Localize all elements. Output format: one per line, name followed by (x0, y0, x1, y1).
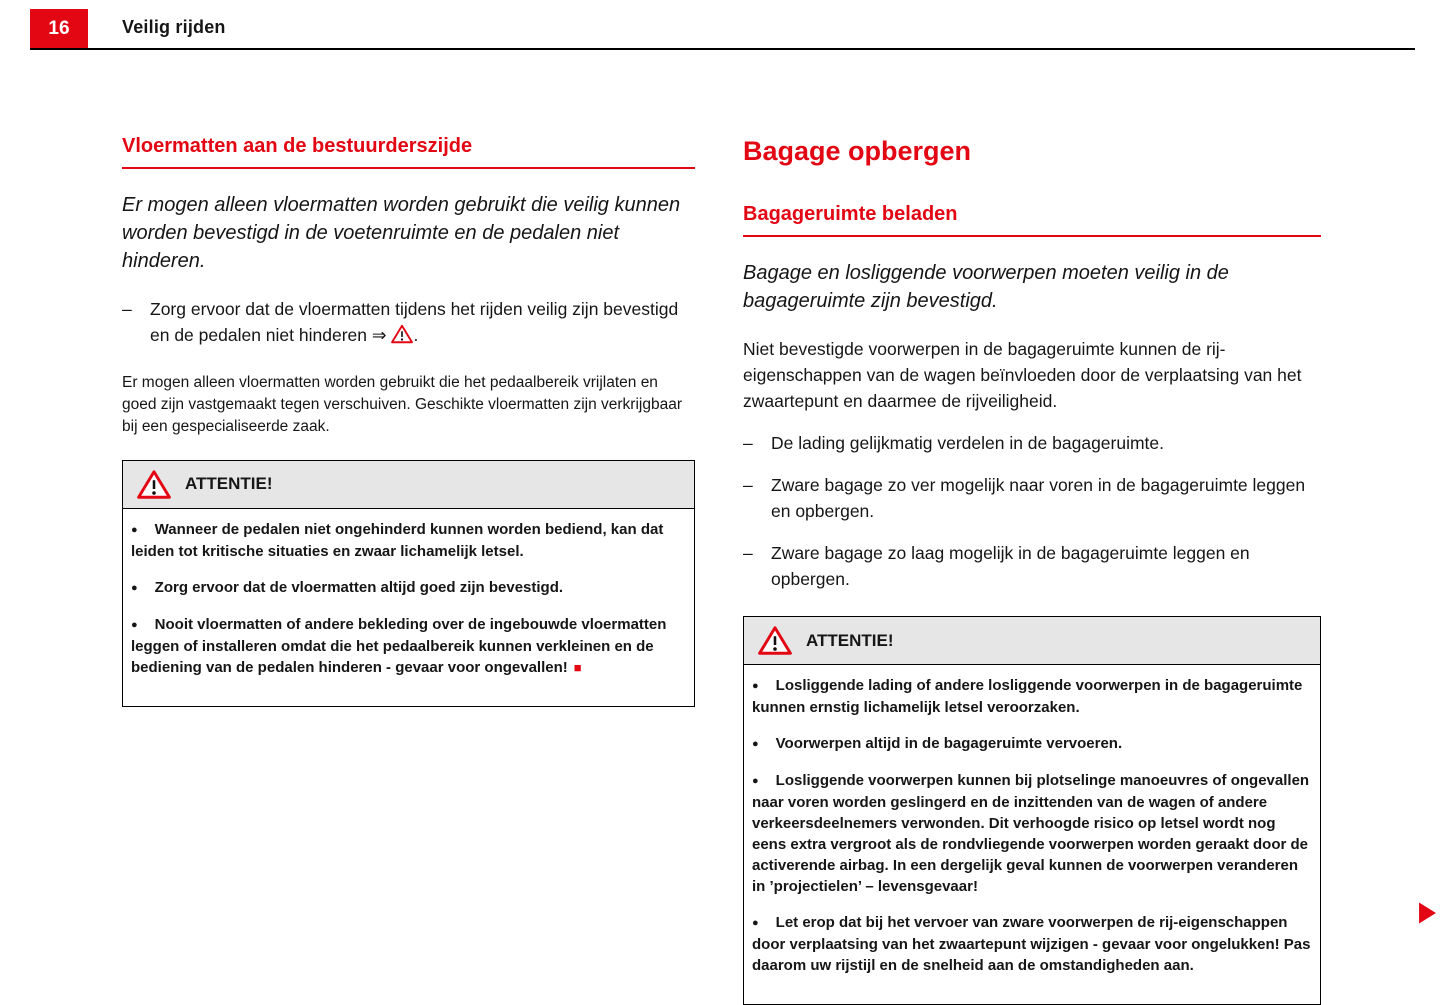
dash-marker: – (743, 475, 753, 496)
dash-marker: – (743, 433, 753, 454)
warning-title: ATTENTIE! (806, 630, 894, 650)
body-paragraph: Er mogen alleen vloermatten worden gebruikt die het pedaalbereik vrijlaten en goed zijn vastgemaakt tegen verschuiven. Geschikte vloermatten zijn verkrijgbaar bij een gespecialiseerde zaak. (122, 373, 682, 435)
warning-item (752, 733, 1312, 755)
warning-item (131, 577, 686, 599)
warning-item (752, 675, 1312, 718)
instruction-text: De lading gelijkmatig verdelen in de bagageruimte. (771, 433, 1165, 454)
section-heading-bagageruimte: Bagageruimte beladen (743, 203, 1321, 237)
instruction-text: Zorg ervoor dat de vloermatten tijdens het rijden veilig zijn bevestigd en de pedalen niet hinderen (150, 298, 679, 345)
dash-marker: – (122, 298, 132, 319)
warning-item-text: Zorg ervoor dat de vloermatten altijd goed zijn bevestigd. (154, 578, 564, 596)
lead-paragraph: Er mogen alleen vloermatten worden gebruikt die veilig kunnen worden bevestigd in de voetenruimte en de pedalen niet hinderen. (122, 193, 681, 272)
bullet-marker: ● (752, 680, 759, 693)
body-paragraph: Niet bevestigde voorwerpen in de bagageruimte kunnen de rij-eigenschappen van de wagen beïnvloeden door de verplaatsing van het zwaartepunt en daarmee de rijveiligheid. (743, 339, 1302, 412)
warning-item (131, 519, 686, 562)
page-continuation-arrow-icon (1418, 901, 1437, 925)
bullet-marker: ● (752, 917, 759, 930)
bullet-marker: ● (131, 523, 138, 536)
instruction-text: Zware bagage zo laag mogelijk in de bagageruimte leggen en opbergen. (771, 543, 1250, 590)
instruction-text-wrap (150, 296, 695, 348)
warning-body (123, 509, 694, 706)
instruction-item (122, 296, 695, 348)
warning-header (123, 461, 694, 509)
chapter-section-heading: Bagage opbergen (743, 136, 972, 167)
bullet-marker: ● (752, 738, 759, 751)
warning-box-vloermatten (122, 460, 695, 707)
warning-body (744, 665, 1320, 1004)
warning-title: ATTENTIE! (185, 474, 273, 494)
warning-item-text: Nooit vloermatten of andere bekleding over de ingebouwde vloermatten leggen of installeren omdat die het pedaalbereik kunnen verkleinen en de bediening van de pedalen hinderen - gevaar voor ongevallen! (131, 615, 667, 676)
warning-header (744, 617, 1320, 665)
instruction-item (743, 430, 1321, 456)
right-column (743, 118, 1321, 1005)
bullet-marker: ● (752, 775, 759, 788)
instruction-item (743, 472, 1321, 524)
page-number-badge (30, 9, 88, 48)
section-end-marker: ■ (573, 659, 582, 675)
warning-item-text: Losliggende voorwerpen kunnen bij plotselinge manoeuvres of ongevallen naar voren worden geslingerd en de inzittenden van de wagen of andere verkeersdeelnemers verwonden. Dit verhoogde risico op letsel wordt nog eens extra vergroot als de rondvliegende voorwerpen worden geraakt door de activerende airbag. In een dergelijk geval kunnen de voorwerpen veranderen in ’projectielen’ – levensgevaar! (752, 772, 1310, 896)
warning-item (752, 912, 1312, 976)
cross-reference-arrow: ⇒ (371, 324, 387, 345)
section-heading-vloermatten: Vloermatten aan de bestuurderszijde (122, 135, 695, 169)
page-number: 16 (48, 17, 70, 39)
warning-box-bagage (743, 616, 1321, 1005)
dash-marker: – (743, 543, 753, 564)
bullet-marker: ● (131, 618, 138, 631)
left-column (122, 118, 695, 707)
instruction-item (743, 540, 1321, 592)
warning-item-text: Let erop dat bij het vervoer van zware voorwerpen de rij-eigenschappen door verplaatsing van het zwaartepunt wijzigen - gevaar voor ongelukken! Pas daarom uw rijstijl en de snelheid aan de omstandigheden aan. (752, 914, 1311, 975)
sentence-period: . (413, 324, 419, 345)
warning-item-text: Voorwerpen altijd in de bagageruimte vervoeren. (775, 735, 1123, 753)
warning-item-text: Losliggende lading of andere losliggende voorwerpen in de bagageruimte kunnen ernstig lichamelijk letsel veroorzaken. (752, 677, 1303, 717)
warning-item (131, 614, 686, 678)
chapter-title: Veilig rijden (122, 17, 226, 37)
warning-triangle-icon (137, 469, 171, 500)
warning-triangle-icon (758, 625, 792, 656)
warning-triangle-icon (391, 324, 413, 344)
instruction-text: Zware bagage zo ver mogelijk naar voren in de bagageruimte leggen en opbergen. (771, 475, 1306, 522)
page-header (30, 0, 1415, 50)
warning-item (752, 770, 1312, 897)
lead-paragraph: Bagage en losliggende voorwerpen moeten veilig in de bagageruimte zijn bevestigd. (743, 262, 1229, 313)
bullet-marker: ● (131, 581, 138, 594)
warning-item-text: Wanneer de pedalen niet ongehinderd kunnen worden bediend, kan dat leiden tot kritische situaties en zwaar lichamelijk letsel. (131, 520, 664, 560)
